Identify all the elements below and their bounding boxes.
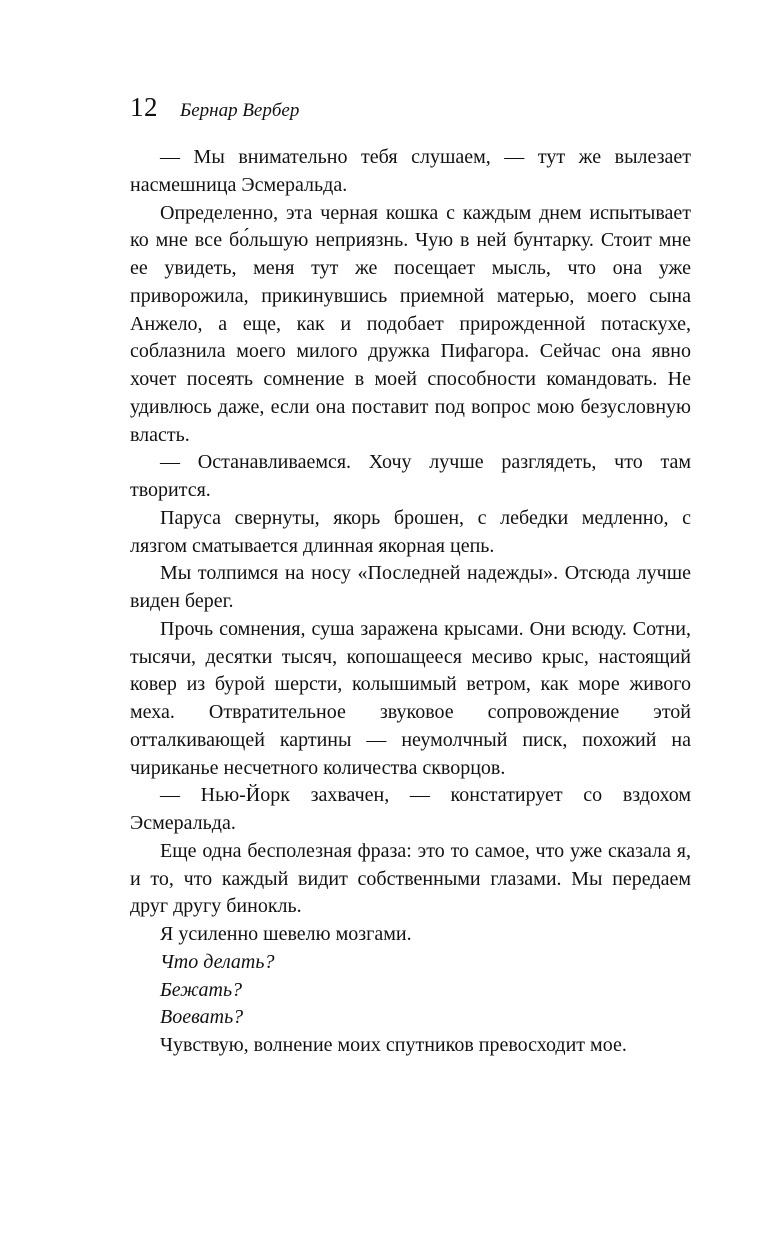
author-name: Бернар Вербер xyxy=(180,100,300,121)
paragraph: Еще одна бесполезная фраза: это то самое, что уже сказала я, и то, что каждый видит собственными глазами. Мы передаем друг другу бинокль. xyxy=(130,839,691,918)
paragraph: — Нью-Йорк захвачен, — констатирует со вздохом Эсмеральда. xyxy=(130,784,691,834)
paragraph: — Останавливаемся. Хочу лучше разглядеть, что там творится. xyxy=(130,451,691,501)
italic-line: Бежать? xyxy=(160,978,243,1001)
paragraph: Я усиленно шевелю мозгами. xyxy=(160,923,412,945)
paragraph: Мы толпимся на носу «Последней надежды». Отсюда лучше виден берег. xyxy=(130,562,691,612)
italic-line: Воевать? xyxy=(160,1006,244,1029)
paragraph: Определенно, эта черная кошка с каждым днем испытывает ко мне все бо́льшую неприязнь. Чую в ней бунтарку. Стоит мне ее увидеть, меня тут же посещает мысль, что она уже приворожила, прикинувшись приемной матерью, моего сына Анжело, а еще, как и подобает прирожденной потаскухе, соблазнила моего милого дружка Пифагора. Сейчас она явно хочет посеять сомнение в моей способности командовать. Не удивлюсь даже, если она поставит под вопрос мою безусловную власть. xyxy=(130,201,691,446)
paragraph: — Мы внимательно тебя слушаем, — тут же вылезает насмешница Эсмеральда. xyxy=(130,146,691,196)
paragraph: Прочь сомнения, суша заражена крысами. Они всюду. Сотни, тысячи, десятки тысяч, копошащееся месиво крыс, настоящий ковер из бурой шерсти, колышимый ветром, как море живого меха. Отвратительное звуковое сопровождение этой отталкивающей картины — неумолчный писк, похожий на чириканье несчетного количества скворцов. xyxy=(130,617,691,779)
body-text xyxy=(130,144,691,1060)
italic-line: Что делать? xyxy=(160,950,275,973)
page-number: 12 xyxy=(130,92,158,122)
running-head xyxy=(130,92,299,126)
paragraph: Паруса свернуты, якорь брошен, с лебедки медленно, с лязгом сматывается длинная якорная цепь. xyxy=(130,506,691,557)
paragraph: Чувствую, волнение моих спутников превосходит мое. xyxy=(160,1034,627,1056)
